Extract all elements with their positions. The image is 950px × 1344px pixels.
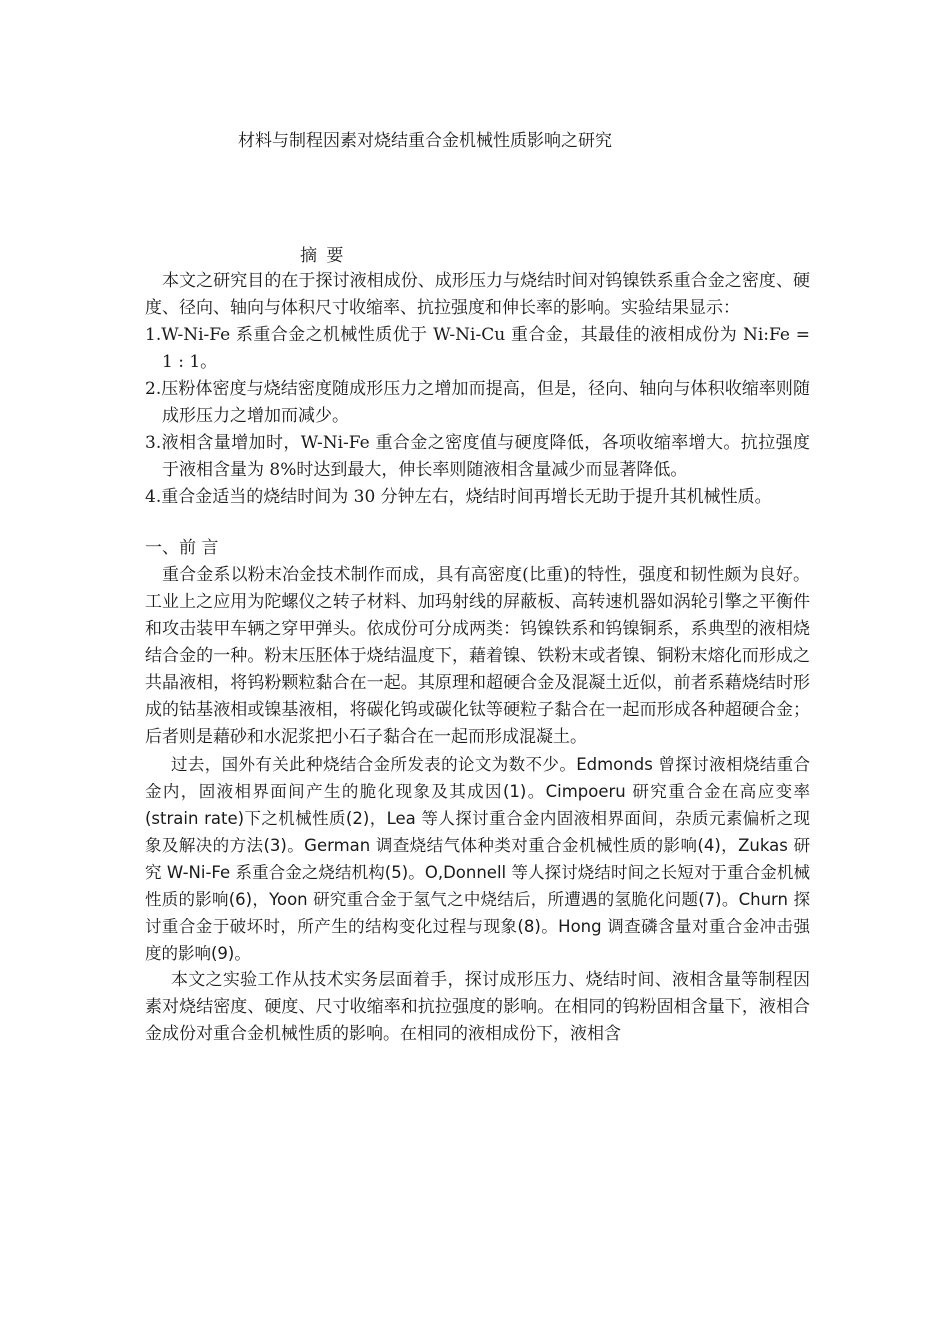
intro-paragraph-1: 重合金系以粉末冶金技术制作而成，具有高密度(比重)的特性，强度和韧性颇为良好。工业上之应用为陀螺仪之转子材料、加玛射线的屏蔽板、高转速机器如涡轮引擎之平衡件和攻击装甲车辆之穿甲弹头。依成份可分成两类：钨镍铁系和钨镍铜系，系典型的液相烧结合金的一种。粉末压胚体于烧结温度下，藉着镍、铁粉末或者镍、铜粉末熔化而形成之共晶液相，将钨粉颗粒黏合在一起。其原理和超硬合金及混凝土近似，前者系藉烧结时形成的钴基液相或镍基液相，将碳化钨或碳化钛等硬粒子黏合在一起而形成各种超硬合金；后者则是藉砂和水泥浆把小石子黏合在一起而形成混凝土。 <box>145 565 810 747</box>
abstract-intro: 本文之研究目的在于探讨液相成份、成形压力与烧结时间对钨镍铁系重合金之密度、硬度、径向、轴向与体积尺寸收缩率、抗拉强度和伸长率的影响。实验结果显示： <box>145 271 810 318</box>
document-body <box>145 268 810 1048</box>
abstract-finding-1: 1.W-Ni-Fe 系重合金之机械性质优于 W-Ni-Cu 重合金，其最佳的液相成份为 Ni:Fe = 1 : 1。 <box>145 325 810 372</box>
intro-paragraph-2: 过去，国外有关此种烧结合金所发表的论文为数不少。Edmonds 曾探讨液相烧结重合金内，固液相界面间产生的脆化现象及其成因(1)。Cimpoeru 研究重合金在高应变率(strain rate)下之机械性质(2)，Lea 等人探讨重合金内固液相界面间，杂质元素偏析之现象及解决的方法(3)。German 调查烧结气体种类对重合金机械性质的影响(4)，Zukas 研究 W-Ni-Fe 系重合金之烧结机构(5)。O,Donnell 等人探讨烧结时间之长短对于重合金机械性质的影响(6)，Yoon 研究重合金于氢气之中烧结后，所遭遇的氢脆化问题(7)。Churn 探讨重合金于破坏时，所产生的结构变化过程与现象(8)。Hong 调查磷含量对重合金冲击强度的影响(9)。 <box>145 755 810 963</box>
document-title: 材料与制程因素对烧结重合金机械性质影响之研究 <box>238 131 612 151</box>
intro-paragraph-3: 本文之实验工作从技术实务层面着手，探讨成形压力、烧结时间、液相含量等制程因素对烧结密度、硬度、尺寸收缩率和抗拉强度的影响。在相同的钨粉固相含量下，液相合金成份对重合金机械性质的影响。在相同的液相成份下，液相含 <box>145 970 810 1044</box>
section-heading-introduction: 一、前 言 <box>145 538 219 558</box>
abstract-finding-2: 2.压粉体密度与烧结密度随成形压力之增加而提高，但是，径向、轴向与体积收缩率则随成形压力之增加而减少。 <box>145 379 810 426</box>
abstract-heading: 摘 要 <box>300 246 346 266</box>
abstract-finding-3: 3.液相含量增加时，W-Ni-Fe 重合金之密度值与硬度降低，各项收缩率增大。抗拉强度于液相含量为 8%时达到最大，伸长率则随液相含量减少而显著降低。 <box>145 433 810 480</box>
abstract-finding-4: 4.重合金适当的烧结时间为 30 分钟左右，烧结时间再增长无助于提升其机械性质。 <box>145 487 772 507</box>
